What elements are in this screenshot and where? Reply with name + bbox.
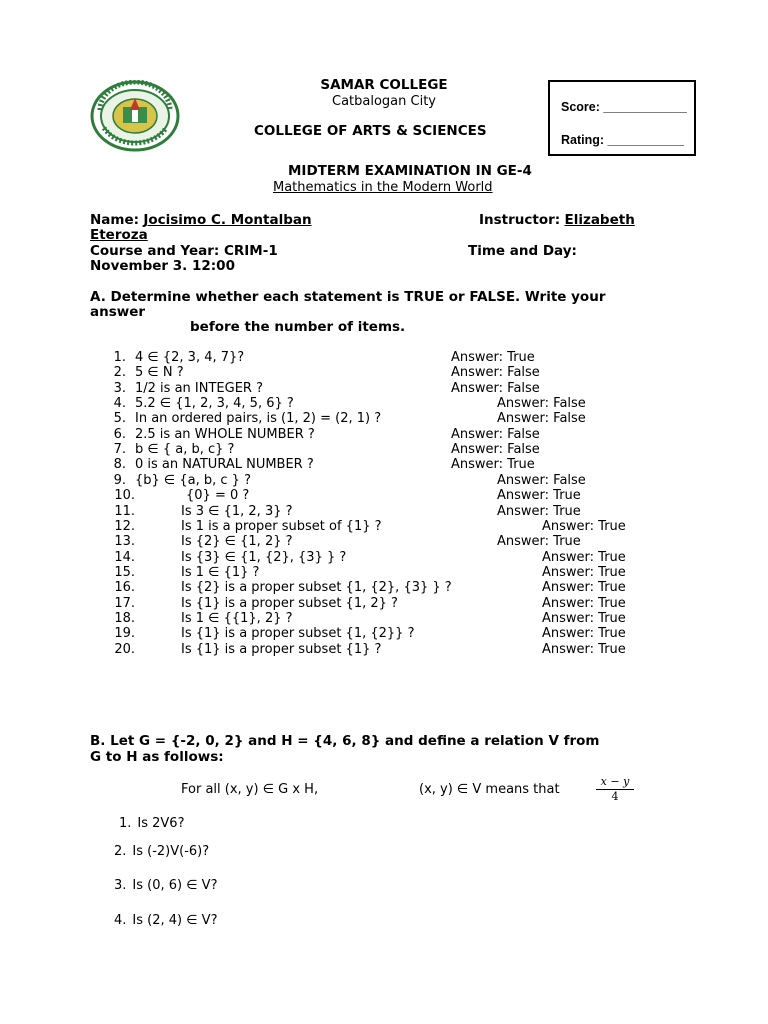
- name-label: Name:: [90, 212, 140, 228]
- item-statement: {0} = 0 ?: [186, 488, 250, 504]
- item-number: 4.: [113, 396, 126, 412]
- item-number: 18.: [114, 610, 135, 626]
- item-number: 15.: [114, 564, 135, 580]
- item-number: 10.: [114, 488, 135, 504]
- item-statement: Is {3} ∈ {1, {2}, {3} } ?: [181, 549, 347, 565]
- question-item: [114, 913, 217, 928]
- section-a-instruction-3: before the number of items.: [190, 319, 406, 335]
- time-label: Time and Day:: [468, 243, 577, 259]
- rating-field: Rating: ___________: [561, 133, 684, 147]
- section-a-instruction-2: answer: [90, 304, 146, 320]
- section-a-instruction: A. Determine whether each statement is TRUE or FALSE. Write your: [90, 289, 606, 305]
- question-text: Is 2V6?: [137, 816, 185, 831]
- item-statement: Is 1 is a proper subset of {1} ?: [181, 518, 382, 534]
- item-statement: Is {1} is a proper subset {1, 2} ?: [181, 595, 398, 611]
- item-answer: Answer: True: [497, 503, 581, 519]
- item-answer: Answer: False: [497, 396, 586, 412]
- item-statement: 2.5 is an WHOLE NUMBER ?: [135, 426, 315, 442]
- item-statement: 1/2 is an INTEGER ?: [135, 380, 263, 396]
- item-statement: {b} ∈ {a, b, c } ?: [135, 472, 251, 488]
- item-number: 20.: [114, 641, 135, 657]
- item-answer: Answer: True: [542, 518, 626, 534]
- item-number: 3.: [113, 380, 126, 396]
- item-answer: Answer: True: [542, 595, 626, 611]
- instructor-value-cont: Eteroza: [90, 227, 148, 243]
- item-answer: Answer: True: [542, 641, 626, 657]
- score-field: Score: ____________: [561, 100, 687, 114]
- item-number: 6.: [113, 426, 126, 442]
- section-b-instruction: B. Let G = {-2, 0, 2} and H = {4, 6, 8} and define a relation V from: [90, 733, 600, 749]
- school-city: Catbalogan City: [332, 94, 436, 109]
- department-name: COLLEGE OF ARTS & SCIENCES: [254, 123, 487, 139]
- item-statement: b ∈ { a, b, c} ?: [135, 442, 235, 458]
- item-answer: Answer: True: [542, 549, 626, 565]
- item-number: 9.: [113, 472, 126, 488]
- item-number: 16.: [114, 580, 135, 596]
- item-statement: Is {2} ∈ {1, 2} ?: [181, 534, 293, 550]
- item-answer: Answer: True: [542, 610, 626, 626]
- item-answer: Answer: True: [497, 534, 581, 550]
- exam-title: MIDTERM EXAMINATION IN GE-4: [288, 163, 532, 179]
- question-number: 3.: [114, 878, 127, 893]
- item-number: 17.: [114, 595, 135, 611]
- question-text: Is (-2)V(-6)?: [132, 844, 210, 859]
- item-statement: 5.2 ∈ {1, 2, 3, 4, 5, 6} ?: [135, 396, 294, 412]
- item-number: 19.: [114, 626, 135, 642]
- item-number: 7.: [113, 442, 126, 458]
- item-number: 13.: [114, 534, 135, 550]
- item-answer: Answer: True: [542, 626, 626, 642]
- score-box: [548, 80, 696, 156]
- item-statement: Is 1 ∈ {{1}, 2} ?: [181, 610, 293, 626]
- item-number: 5.: [113, 411, 126, 427]
- question-item: [114, 878, 217, 893]
- item-answer: Answer: False: [497, 411, 586, 427]
- section-b-instruction-2: G to H as follows:: [90, 749, 224, 765]
- time-value: November 3. 12:00: [90, 258, 235, 274]
- item-statement: Is {2} is a proper subset {1, {2}, {3} } ?: [181, 580, 452, 596]
- item-answer: Answer: True: [542, 580, 626, 596]
- item-number: 8.: [113, 457, 126, 473]
- question-text: Is (0, 6) ∈ V?: [132, 878, 218, 893]
- item-answer: Answer: True: [542, 564, 626, 580]
- name-value: Jocisimo C. Montalban: [143, 212, 312, 228]
- instructor-label: Instructor:: [479, 212, 561, 228]
- item-statement: 5 ∈ N ?: [135, 365, 184, 381]
- relation-fraction: [596, 775, 634, 803]
- question-item: [119, 816, 184, 831]
- question-number: 1.: [119, 816, 132, 831]
- question-text: Is (2, 4) ∈ V?: [132, 913, 218, 928]
- item-answer: Answer: False: [497, 472, 586, 488]
- item-statement: Is 3 ∈ {1, 2, 3} ?: [181, 503, 293, 519]
- question-number: 2.: [114, 844, 127, 859]
- item-statement: 4 ∈ {2, 3, 4, 7}?: [135, 350, 245, 365]
- subject-title: Mathematics in the Modern World: [273, 180, 493, 195]
- item-number: 12.: [114, 518, 135, 534]
- item-statement: Is 1 ∈ {1} ?: [181, 564, 260, 580]
- item-number: 14.: [114, 549, 135, 565]
- item-statement: Is {1} is a proper subset {1, {2}} ?: [181, 626, 415, 642]
- fraction-numerator: x − y: [596, 775, 634, 790]
- item-statement: Is {1} is a proper subset {1} ?: [181, 641, 382, 657]
- item-number: 2.: [113, 365, 126, 381]
- item-answer: Answer: False: [451, 426, 540, 442]
- item-statement: 0 is an NATURAL NUMBER ?: [135, 457, 314, 473]
- item-answer: Answer: False: [451, 365, 540, 381]
- instructor-line: [479, 212, 635, 228]
- item-number: 1.: [113, 350, 126, 365]
- instructor-value: Elizabeth: [564, 212, 635, 228]
- fraction-denominator: 4: [611, 790, 619, 803]
- item-answer: Answer: True: [497, 488, 581, 504]
- question-number: 4.: [114, 913, 127, 928]
- question-item: [114, 844, 209, 859]
- item-answer: Answer: False: [451, 442, 540, 458]
- item-statement: In an ordered pairs, is (1, 2) = (2, 1) ?: [135, 411, 382, 427]
- name-line: [90, 212, 312, 228]
- item-number: 11.: [114, 503, 135, 519]
- school-name: SAMAR COLLEGE: [320, 77, 448, 93]
- course-year: Course and Year: CRIM-1: [90, 243, 278, 259]
- item-answer: Answer: True: [451, 350, 535, 365]
- item-answer: Answer: False: [451, 380, 540, 396]
- item-answer: Answer: True: [451, 457, 535, 473]
- relation-forall: For all (x, y) ∈ G x H,: [181, 782, 319, 797]
- relation-definition: (x, y) ∈ V means that: [419, 782, 560, 797]
